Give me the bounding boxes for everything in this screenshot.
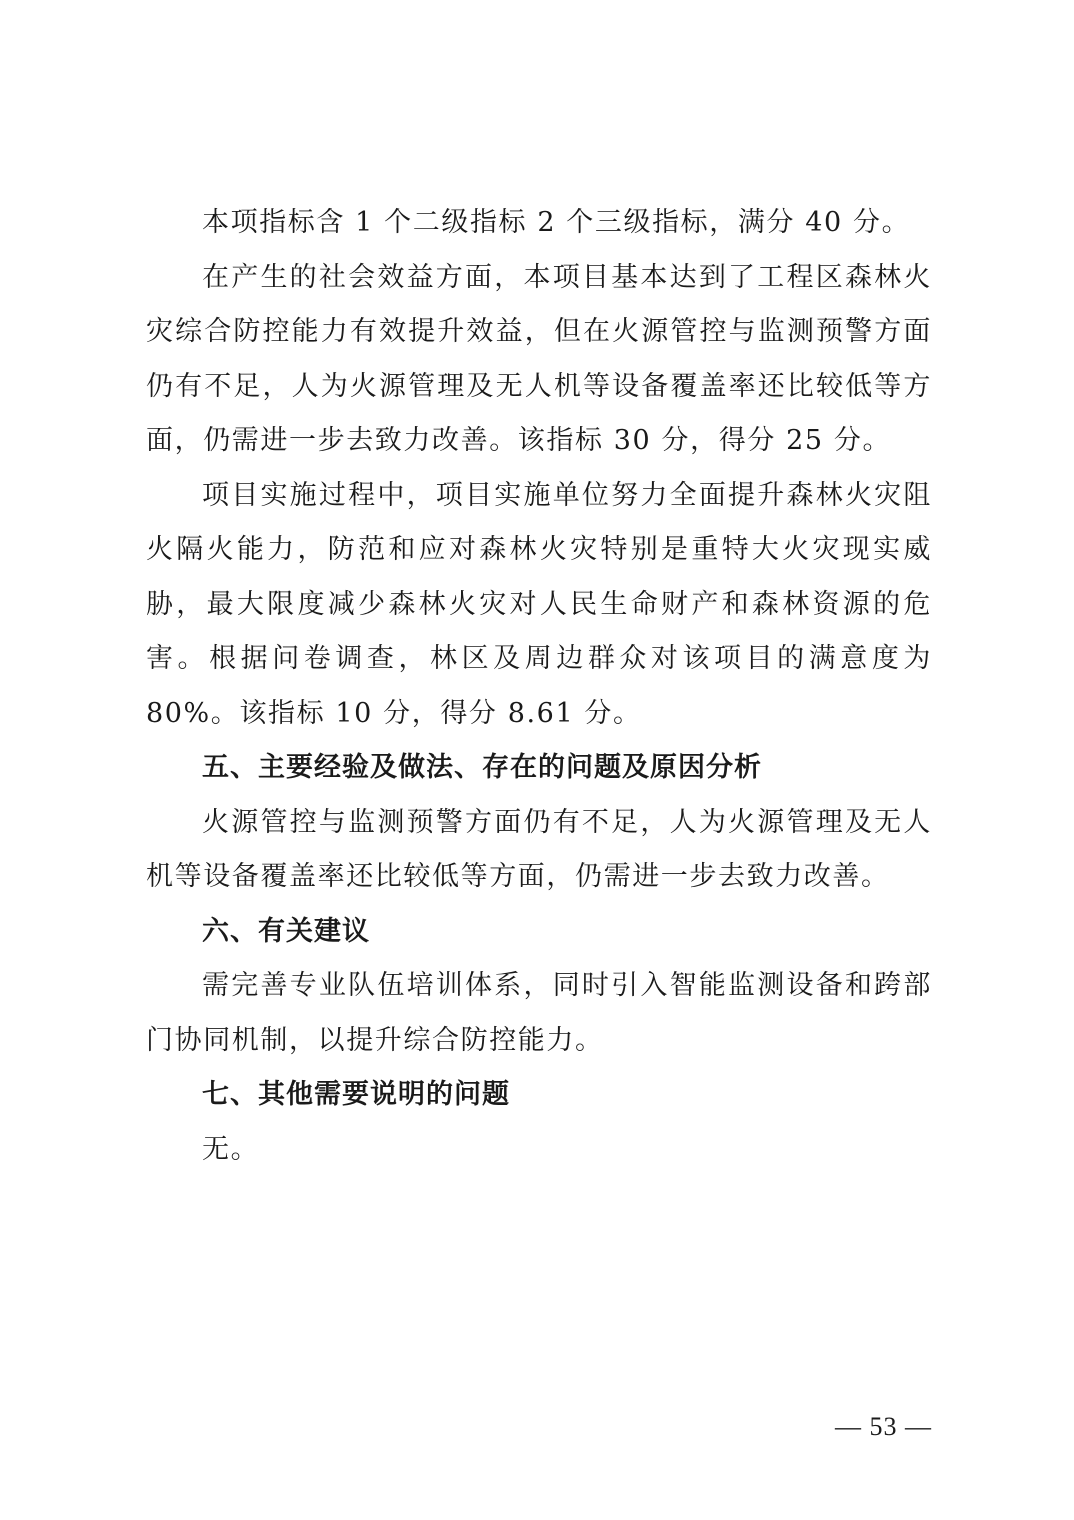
section-5-body: 火源管控与监测预警方面仍有不足，人为火源管理及无人机等设备覆盖率还比较低等方面，仍需进一步去致力改善。 bbox=[146, 806, 932, 892]
section-6-body: 需完善专业队伍培训体系，同时引入智能监测设备和跨部门协同机制，以提升综合防控能力。 bbox=[146, 970, 932, 1056]
paragraph-satisfaction: 项目实施过程中，项目实施单位努力全面提升森林火灾阻火隔火能力，防范和应对森林火灾特别是重特大火灾现实威胁，最大限度减少森林火灾对人民生命财产和森林资源的危害。根据问卷调查，林区及周边群众对该项目的满意度为 80%。该指标 10 分，得分 8.61 分。 bbox=[146, 479, 932, 729]
section-5-heading: 五、主要经验及做法、存在的问题及原因分析 bbox=[202, 752, 762, 783]
paragraph-indicator-summary: 本项指标含 1 个二级指标 2 个三级指标，满分 40 分。 bbox=[202, 207, 911, 238]
document-body bbox=[146, 196, 932, 1177]
paragraph-social-benefit: 在产生的社会效益方面，本项目基本达到了工程区森林火灾综合防控能力有效提升效益，但在火源管控与监测预警方面仍有不足，人为火源管理及无人机等设备覆盖率还比较低等方面，仍需进一步去致力改善。该指标 30 分，得分 25 分。 bbox=[146, 261, 932, 456]
section-7-heading: 七、其他需要说明的问题 bbox=[202, 1079, 510, 1110]
page-number: — 53 — bbox=[835, 1412, 932, 1441]
section-6-heading: 六、有关建议 bbox=[202, 915, 370, 947]
section-7-body: 无。 bbox=[202, 1133, 260, 1165]
